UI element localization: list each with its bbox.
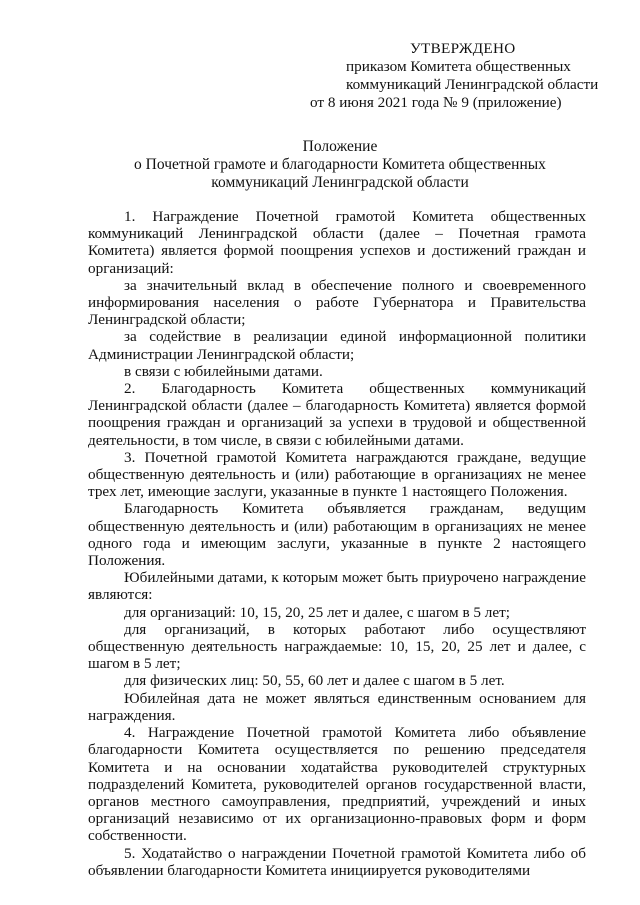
paragraph-1-item-3: в связи с юбилейными датами.	[124, 362, 323, 380]
paragraph-2: 2. Благодарность Комитета общественных коммуникаций Ленинградской области (далее – благодарность Комитета) является формой поощрения граждан и организаций за успехи в трудовой и общественной деятельности, в том числе, в связи с юбилейными датами.	[88, 380, 586, 449]
paragraph-3: 3. Почетной грамотой Комитета награждаются граждане, ведущие общественную деятельность и (или) работающие в организациях не менее трех лет, имеющие заслуги, указанные в пункте 1 настоящего Положения.	[88, 448, 586, 501]
title-line-2: о Почетной грамоте и благодарности Комитета общественных	[134, 156, 546, 173]
document-title	[90, 138, 590, 192]
title-line-1: Положение	[302, 138, 378, 155]
title-line-3: коммуникаций Ленинградской области	[211, 174, 469, 191]
document-body	[88, 208, 586, 879]
anniversary-organizations: для организаций: 10, 15, 20, 25 лет и далее, с шагом в 5 лет;	[124, 603, 510, 621]
paragraph-3-note: Юбилейная дата не может являться единственным основанием для награждения.	[88, 689, 586, 724]
approval-line-3: от 8 июня 2021 года № 9 (приложение)	[310, 94, 562, 111]
approval-stamp: УТВЕРЖДЕНО	[410, 40, 516, 57]
anniversary-individuals: для физических лиц: 50, 55, 60 лет и далее с шагом в 5 лет.	[124, 672, 505, 690]
paragraph-1: 1. Награждение Почетной грамотой Комитета общественных коммуникаций Ленинградской области (далее – Почетная грамота Комитета) является формой поощрения успехов и достижений граждан и организаций:	[88, 208, 586, 277]
approval-line-2: коммуникаций Ленинградской области	[346, 76, 599, 93]
paragraph-4: 4. Награждение Почетной грамотой Комитета либо объявление благодарности Комитета осуществляется по решению председателя Комитета и на основании ходатайства руководителей структурных подразделений Комитета, руководителей органов государственной власти, органов местного самоуправления, предприятий, учреждений и иных организаций независимо от их организационно-правовых форм и форм собственности.	[88, 724, 586, 845]
paragraph-3-gratitude: Благодарность Комитета объявляется гражданам, ведущим общественную деятельность и (или) работающим в организациях не менее одного года и имеющим заслуги, указанные в пункте 2 настоящего Положения.	[88, 500, 586, 570]
paragraph-1-item-2: за содействие в реализации единой информационной политики Администрации Ленинградской области;	[88, 328, 586, 363]
approval-line-1: приказом Комитета общественных	[346, 58, 571, 75]
paragraph-1-item-1: за значительный вклад в обеспечение полного и своевременного информирования населения о работе Губернатора и Правительства Ленинградской области;	[88, 276, 586, 329]
paragraph-5: 5. Ходатайство о награждении Почетной грамотой Комитета либо об объявлении благодарности Комитета инициируется руководителями	[88, 844, 586, 879]
approval-block	[310, 40, 599, 112]
paragraph-3-anniversaries: Юбилейными датами, к которым может быть приурочено награждение являются:	[88, 569, 586, 604]
anniversary-workplaces: для организаций, в которых работают либо осуществляют общественную деятельность награждаемые: 10, 15, 20, 25 лет и далее, с шагом в 5 лет;	[88, 620, 586, 673]
